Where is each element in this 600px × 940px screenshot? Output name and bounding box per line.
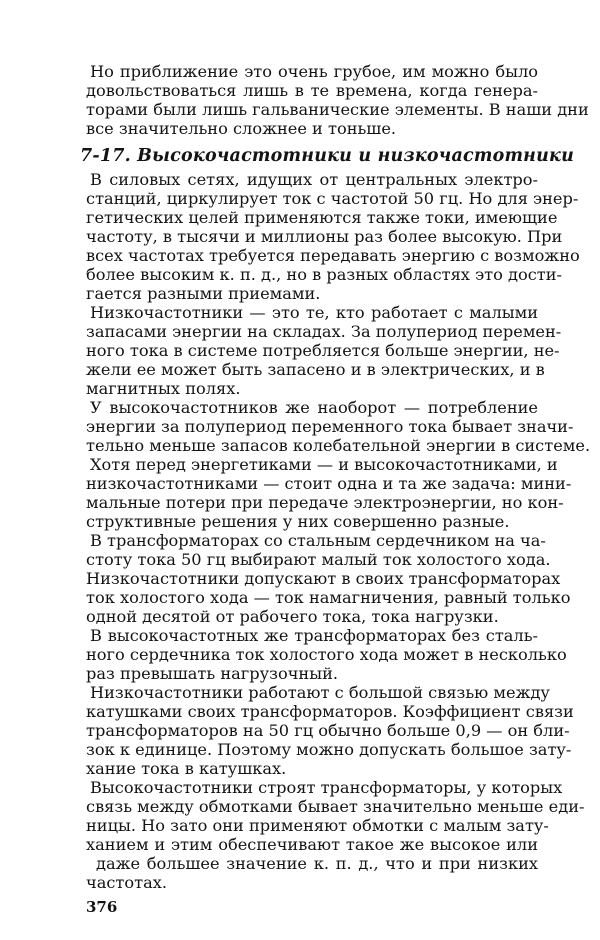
text-line: ханием и этим обеспечивают такое же высокое или [86, 835, 538, 854]
text-line: ного тока в системе потребляется больше энергии, не- [86, 341, 560, 360]
text-line: жели ее может быть запасено и в электрических, и в [86, 360, 545, 379]
text-line: энергии за полупериод переменного тока бывает значи- [86, 417, 574, 436]
text-line: Низкочастотники — это те, кто работает с малыми [90, 303, 538, 322]
text-line: ницы. Но зато они применяют обмотки с малым зату- [86, 816, 549, 835]
text-line: гается разными приемами. [86, 284, 321, 303]
text-line: мальные потери при передаче электроэнергии, но кон- [86, 493, 564, 512]
text-line: В трансформаторах со стальным сердечником на ча- [90, 531, 546, 550]
text-line: всех частотах требуется передавать энергию с возможно [86, 246, 580, 265]
text-line: Высокочастотники строят трансформаторы, у которых [90, 778, 563, 797]
text-line: зок к единице. Поэтому можно допускать большое зату- [86, 740, 572, 759]
text-line: раз превышать нагрузочный. [86, 664, 339, 683]
text-line: частотах. [86, 873, 168, 892]
text-line: более высоким к. п. д., но в разных областях это дости- [86, 265, 562, 284]
text-line: У высокочастотников же наоборот — потребление [90, 398, 538, 417]
text-line: даже большее значение к. п. д., что и при низких [96, 854, 538, 873]
text-line: все значительно сложнее и тоньше. [86, 119, 397, 138]
text-line: связь между обмотками бывает значительно меньше еди- [86, 797, 585, 816]
text-line: магнитных полях. [86, 379, 241, 398]
text-line: запасами энергии на складах. За полупериод перемен- [86, 322, 562, 341]
text-line: низкочастотниками — стоит одна и та же задача: мини- [86, 474, 572, 493]
text-line: Хотя перед энергетиками — и высокочастотниками, и [90, 455, 558, 474]
text-line: частоту, в тысячи и миллионы раз более высокую. При [86, 227, 563, 246]
text-line: Низкочастотники допускают в своих трансформаторах [86, 569, 561, 588]
section-heading: 7-17. Высокочастотники и низкочастотники [80, 146, 575, 166]
text-line: гетических целей применяются также токи, имеющие [86, 208, 558, 227]
text-line: Низкочастотники работают с большой связью между [90, 683, 550, 702]
text-line: трансформаторов на 50 гц обычно больше 0,9 — он бли- [86, 721, 570, 740]
text-line: одной десятой от рабочего тока, тока нагрузки. [86, 607, 499, 626]
text-line: стоту тока 50 гц выбирают малый ток холостого хода. [86, 550, 551, 569]
text-line: тельно меньше запасов колебательной энергии в системе. [86, 436, 591, 455]
text-line: ного сердечника ток холостого хода может в несколько [86, 645, 567, 664]
text-line: ток холостого хода — ток намагничения, равный только [86, 588, 571, 607]
text-line: катушками своих трансформаторов. Коэффициент связи [86, 702, 574, 721]
text-line: торами были лишь гальванические элементы. В наши дни [86, 100, 589, 119]
text-line: станций, циркулирует ток с частотой 50 гц. Но для энер- [86, 189, 579, 208]
text-line: В силовых сетях, идущих от центральных электро- [90, 170, 538, 189]
page-number: 376 [86, 898, 118, 916]
text-line: Но приближение это очень грубое, им можно было [90, 62, 538, 81]
text-line: В высокочастотных же трансформаторах без сталь- [90, 626, 538, 645]
text-line: хание тока в катушках. [86, 759, 287, 778]
text-line: довольствоваться лишь в те времена, когда генера- [86, 81, 538, 100]
text-line: структивные решения у них совершенно разные. [86, 512, 510, 531]
